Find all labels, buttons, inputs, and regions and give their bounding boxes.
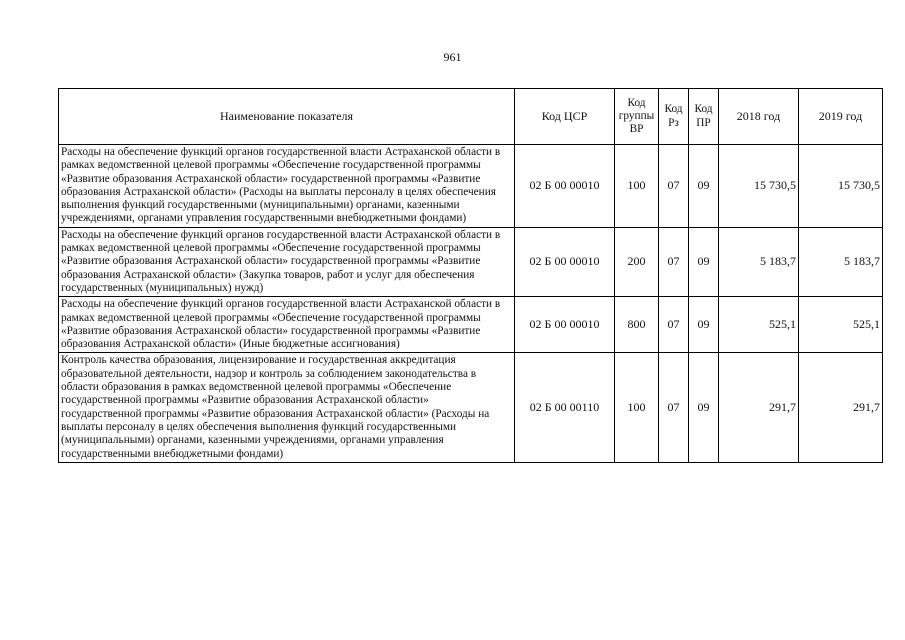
row-2019: 15 730,5: [799, 145, 883, 228]
page-number: 961: [443, 50, 462, 64]
row-csr: 02 Б 00 00110: [515, 353, 615, 462]
row-pr: 09: [689, 145, 719, 228]
row-name: Расходы на обеспечение функций органов государственной власти Астраханской области в рамках ведомственной целевой программы «Обеспечение государственной программы «Развитие образования Астраханской области» государственной программы «Развитие образования Астраханской области» (Расходы на выплаты персоналу в целях обеспечения выполнения функций государственными (муниципальными) органами, казенными учреждениями, органами управления государственными внебюджетными фондами): [59, 145, 515, 228]
table-row: [59, 353, 883, 462]
row-vr: 100: [615, 145, 659, 228]
header-csr: Код ЦСР: [515, 89, 615, 145]
row-2019: 291,7: [799, 353, 883, 462]
row-2019: 5 183,7: [799, 227, 883, 296]
row-2019: 525,1: [799, 297, 883, 353]
header-pr: Код ПР: [689, 89, 719, 145]
header-2019: 2019 год: [799, 89, 883, 145]
row-2018: 525,1: [719, 297, 799, 353]
row-csr: 02 Б 00 00010: [515, 145, 615, 228]
row-pr: 09: [689, 353, 719, 462]
row-name: Расходы на обеспечение функций органов государственной власти Астраханской области в рамках ведомственной целевой программы «Обеспечение государственной программы «Развитие образования Астраханской области» государственной программы «Развитие образования Астраханской области» (Закупка товаров, работ и услуг для обеспечения государственных (муниципальных) нужд): [59, 227, 515, 296]
row-rz: 07: [659, 297, 689, 353]
budget-table: [58, 88, 883, 463]
row-2018: 5 183,7: [719, 227, 799, 296]
row-vr: 200: [615, 227, 659, 296]
row-2018: 15 730,5: [719, 145, 799, 228]
row-vr: 100: [615, 353, 659, 462]
table-header-row: [59, 89, 883, 145]
header-rz: Код Рз: [659, 89, 689, 145]
header-2018: 2018 год: [719, 89, 799, 145]
row-pr: 09: [689, 297, 719, 353]
row-rz: 07: [659, 353, 689, 462]
row-csr: 02 Б 00 00010: [515, 297, 615, 353]
row-pr: 09: [689, 227, 719, 296]
row-2018: 291,7: [719, 353, 799, 462]
header-name: Наименование показателя: [59, 89, 515, 145]
row-name: Расходы на обеспечение функций органов государственной власти Астраханской области в рамках ведомственной целевой программы «Обеспечение государственной программы «Развитие образования Астраханской области» государственной программы «Развитие образования Астраханской области» (Иные бюджетные ассигнования): [59, 297, 515, 353]
row-rz: 07: [659, 227, 689, 296]
table-row: [59, 145, 883, 228]
table-row: [59, 297, 883, 353]
row-rz: 07: [659, 145, 689, 228]
header-vr: Код группы ВР: [615, 89, 659, 145]
row-csr: 02 Б 00 00010: [515, 227, 615, 296]
row-name: Контроль качества образования, лицензирование и государственная аккредитация образовательной деятельности, надзор и контроль за соблюдением законодательства в области образования в рамках ведомственной целевой программы «Обеспечение государственной программы «Развитие образования Астраханской области» государственной программы «Развитие образования Астраханской области» (Расходы на выплаты персоналу в целях обеспечения выполнения функций государственными (муниципальными) органами, казенными учреждениями, органами управления государственными внебюджетными фондами): [59, 353, 515, 462]
table-row: [59, 227, 883, 296]
row-vr: 800: [615, 297, 659, 353]
